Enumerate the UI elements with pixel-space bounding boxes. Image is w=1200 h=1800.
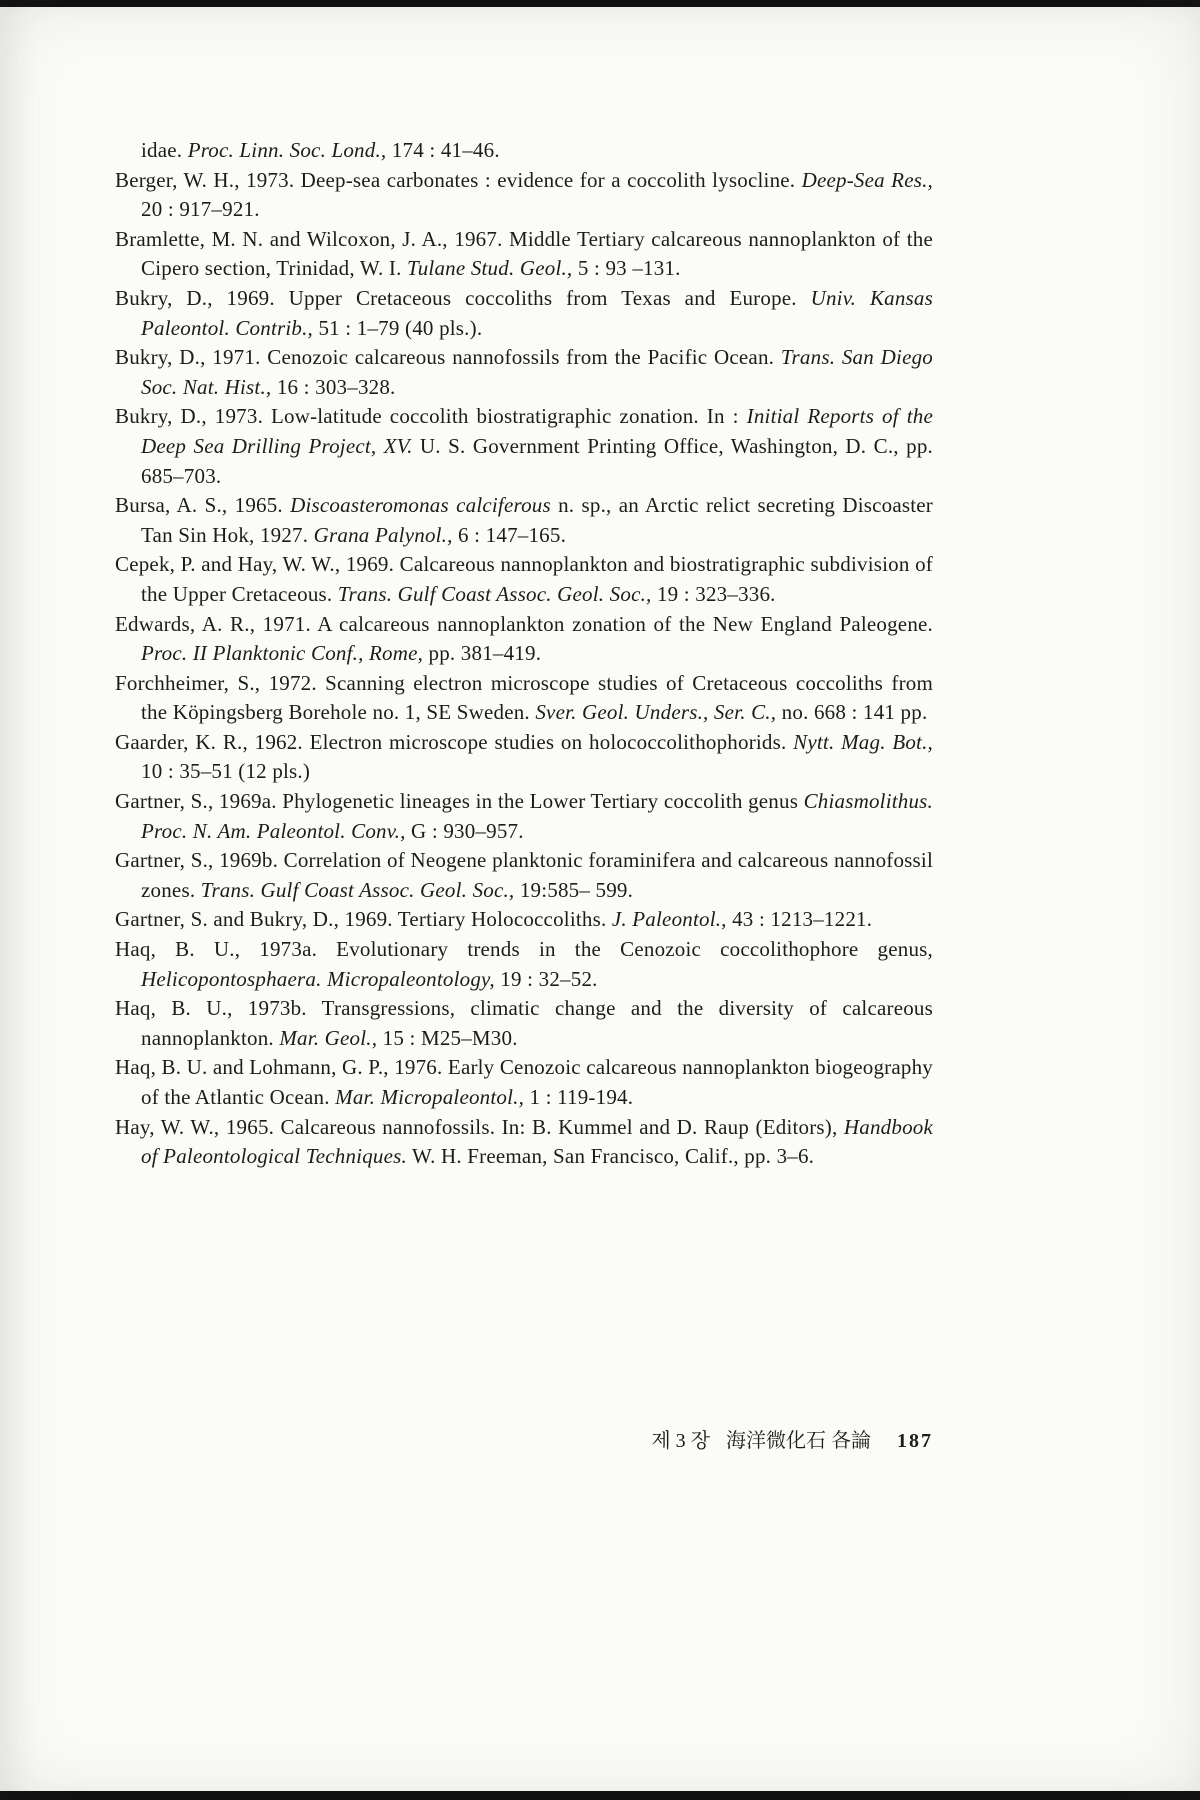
reference-text: Edwards, A. R., 1971. A calcareous nannoplankton zonation of the New England Paleogene.: [115, 611, 933, 636]
reference-text: Gaarder, K. R., 1962. Electron microscope studies on holococcolithophorids.: [115, 729, 794, 754]
reference-journal-text: Handbook of Paleontological Techniques.: [141, 1114, 933, 1169]
reference-text: 51 : 1–79 (40 pls.).: [313, 315, 483, 340]
reference-entry: [115, 610, 933, 669]
reference-entry: [115, 136, 933, 166]
reference-text: 5 : 93 –131.: [572, 256, 681, 281]
reference-text: W. H. Freeman, San Francisco, Calif., pp. 3–6.: [406, 1144, 815, 1169]
reference-text: 19 : 323–336.: [651, 581, 776, 606]
reference-journal-text: Grana Palynol.,: [313, 522, 453, 547]
scan-artifact-top: [0, 0, 1200, 7]
reference-entry: [115, 1053, 933, 1112]
reference-text: 10 : 35–51 (12 pls.): [141, 759, 311, 784]
reference-text: Berger, W. H., 1973. Deep-sea carbonates : evidence for a coccolith lysocline.: [115, 167, 802, 192]
reference-journal-text: Deep-Sea Res.,: [801, 167, 933, 192]
reference-text: Haq, B. U. and Lohmann, G. P., 1976. Early Cenozoic calcareous nannoplankton biogeography of the Atlantic Ocean.: [115, 1055, 933, 1109]
footer-title: 海洋微化石 各論: [726, 1430, 871, 1452]
reference-entry: [115, 669, 933, 728]
reference-text: Cepek, P. and Hay, W. W., 1969. Calcareous nannoplankton and biostratigraphic subdivision of the Upper Cretaceous.: [115, 552, 933, 606]
reference-text: Gartner, S., 1969a. Phylogenetic lineages in the Lower Tertiary coccolith genus: [115, 789, 804, 814]
reference-text: 16 : 303–328.: [271, 374, 396, 399]
reference-text: 174 : 41–46.: [386, 138, 500, 162]
reference-journal-text: Trans. Gulf Coast Assoc. Geol. Soc.,: [200, 877, 515, 902]
reference-text: Gartner, S., 1969b. Correlation of Neogene planktonic foraminifera and calcareous nannofossil zones.: [115, 848, 933, 902]
reference-entry: [115, 491, 933, 550]
reference-entry: [115, 728, 933, 787]
reference-text: Bursa, A. S., 1965.: [115, 493, 291, 518]
reference-text: Hay, W. W., 1965. Calcareous nannofossils. In: B. Kummel and D. Raup (Editors),: [115, 1114, 844, 1139]
page-footer: [115, 1424, 933, 1453]
reference-text: Haq, B. U., 1973a. Evolutionary trends in the Cenozoic coccolithophore genus,: [115, 937, 933, 962]
reference-journal-text: Univ. Kansas Paleontol. Contrib.,: [141, 285, 934, 340]
reference-text: 6 : 147–165.: [452, 522, 567, 547]
reference-journal-text: Mar. Micropaleontol.,: [335, 1085, 525, 1109]
reference-text: 19 : 32–52.: [494, 966, 598, 991]
reference-journal-text: Trans. San Diego Soc. Nat. Hist.,: [141, 345, 933, 399]
reference-text: Haq, B. U., 1973b. Transgressions, climatic change and the diversity of calcareous nannoplankton.: [115, 996, 933, 1050]
reference-text: n. sp., an Arctic relict secreting Discoaster Tan Sin Hok, 1927.: [141, 493, 934, 547]
reference-text: 1 : 119-194.: [524, 1085, 634, 1109]
reference-entry: [115, 994, 933, 1053]
reference-journal-text: Helicopontosphaera. Micropaleontology,: [141, 966, 495, 991]
reference-journal-text: Mar. Geol.,: [279, 1025, 378, 1050]
footer-chapter: 제 3 장: [651, 1430, 710, 1452]
reference-text: no. 668 : 141 pp.: [776, 700, 928, 725]
reference-journal-text: Nytt. Mag. Bot.,: [793, 729, 933, 754]
reference-text: Forchheimer, S., 1972. Scanning electron microscope studies of Cretaceous coccoliths from the Köpingsberg Borehole no. 1, SE Sweden.: [115, 670, 933, 725]
reference-entry: [115, 550, 933, 609]
reference-text: U. S. Government Printing Office, Washington, D. C., pp. 685–703.: [141, 433, 933, 488]
reference-entry: [115, 905, 933, 935]
reference-journal-text: Initial Reports of the Deep Sea Drilling Project, XV.: [141, 404, 933, 458]
reference-entry: [115, 284, 933, 343]
reference-text: idae.: [141, 138, 188, 162]
reference-entry: [115, 846, 933, 905]
reference-text: Bukry, D., 1971. Cenozoic calcareous nannofossils from the Pacific Ocean.: [115, 345, 781, 370]
reference-text: 19:585– 599.: [514, 877, 634, 902]
reference-journal-text: Tulane Stud. Geol.,: [407, 256, 573, 281]
reference-journal-text: Sver. Geol. Unders., Ser. C.,: [535, 700, 777, 725]
footer-page-number: 187: [897, 1430, 933, 1452]
reference-text: G : 930–957.: [405, 818, 524, 843]
reference-entry: [115, 935, 933, 994]
reference-entry: [115, 343, 933, 402]
reference-journal-text: Trans. Gulf Coast Assoc. Geol. Soc.,: [337, 581, 652, 606]
scan-artifact-bottom: [0, 1791, 1200, 1800]
reference-text: Bukry, D., 1969. Upper Cretaceous coccoliths from Texas and Europe.: [115, 285, 811, 310]
reference-entry: [115, 787, 933, 846]
reference-journal-text: J. Paleontol.,: [611, 907, 727, 932]
reference-journal-text: Discoasteromonas calciferous: [290, 493, 551, 518]
reference-entry: [115, 166, 933, 225]
reference-entry: [115, 1113, 933, 1172]
reference-entry: [115, 225, 933, 284]
reference-journal-text: Proc. II Planktonic Conf., Rome,: [141, 641, 424, 666]
reference-text: 15 : M25–M30.: [377, 1025, 518, 1050]
references-list: [115, 136, 933, 1172]
reference-entry: [115, 402, 933, 491]
reference-text: 43 : 1213–1221.: [726, 907, 873, 932]
reference-journal-text: Chiasmolithus. Proc. N. Am. Paleontol. Conv.,: [141, 789, 933, 843]
reference-text: Bramlette, M. N. and Wilcoxon, J. A., 1967. Middle Tertiary calcareous nannoplankton of the Cipero section, Trinidad, W. I.: [115, 226, 933, 281]
reference-text: 20 : 917–921.: [141, 197, 260, 222]
reference-text: Bukry, D., 1973. Low-latitude coccolith biostratigraphic zonation. In :: [115, 404, 747, 429]
reference-text: pp. 381–419.: [423, 641, 542, 666]
reference-text: Gartner, S. and Bukry, D., 1969. Tertiary Holococcoliths.: [115, 907, 612, 932]
reference-journal-text: Proc. Linn. Soc. Lond.,: [187, 138, 387, 162]
